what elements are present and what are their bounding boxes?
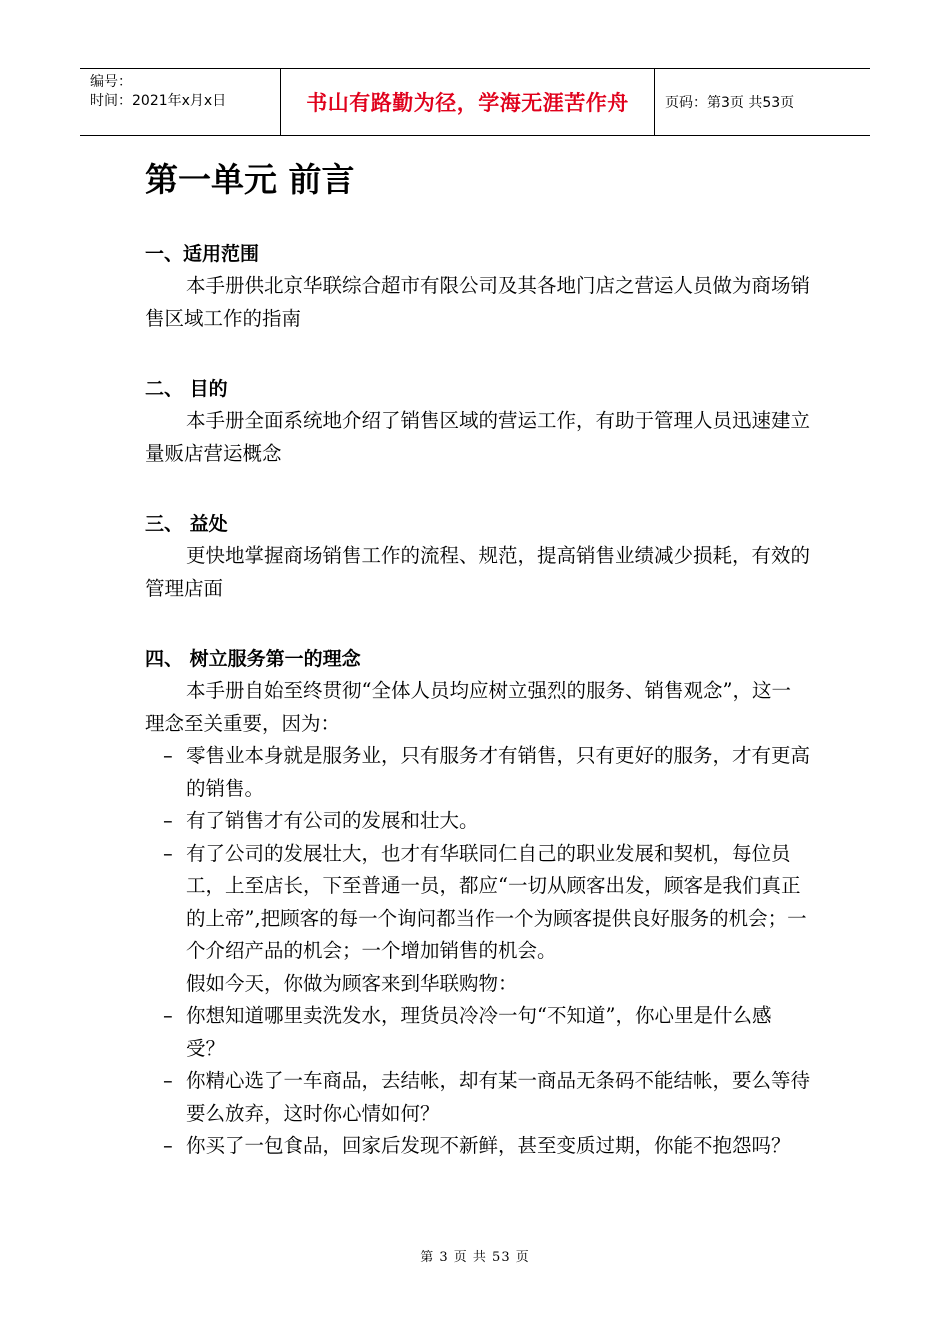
section-title-benefits: 三、 益处 [145, 513, 228, 535]
document-body [145, 158, 810, 1163]
bullet-dash-icon: – [163, 1069, 173, 1092]
section-title-scope: 一、适用范围 [145, 243, 260, 265]
scenario-list [145, 1000, 810, 1163]
section-paragraph-scope: 本手册供北京华联综合超市有限公司及其各地门店之营运人员做为商场销售区域工作的指南 [145, 274, 811, 330]
bullet-dash-icon: – [163, 809, 173, 832]
bullet-dash-icon: – [163, 1134, 173, 1157]
header-motto: 书山有路勤为径，学海无涯苦作舟 [281, 69, 655, 135]
list-item [120, 740, 810, 805]
date-label: 时间：2021年x月x日 [90, 93, 227, 109]
section-paragraph-scenario: 假如今天，你做为顾客来到华联购物： [186, 971, 518, 995]
page-footer: 第 3 页 共 53 页 [420, 1250, 530, 1265]
section-title-service: 四、 树立服务第一的理念 [145, 648, 361, 670]
header-page-info: 页码：第3页 共53页 [665, 95, 795, 111]
list-item [120, 1130, 810, 1163]
list-item-text: 你精心选了一车商品，去结帐，却有某一商品无条码不能结帐，要么等待要么放弃，这时你心情如何？ [186, 1069, 811, 1125]
list-item [120, 1065, 810, 1130]
bullet-dash-icon: – [163, 1004, 173, 1027]
list-item-text: 有了公司的发展壮大，也才有华联同仁自己的职业发展和契机，每位员工，上至店长，下至普通一员，都应“一切从顾客出发，顾客是我们真正的上帝”,把顾客的每一个询问都当作一个为顾客提供良好服务的机会；一个介绍产品的机会；一个增加销售的机会。 [186, 841, 807, 962]
list-item-text: 你买了一包食品，回家后发现不新鲜，甚至变质过期，你能不抱怨吗？ [186, 1134, 791, 1157]
page-title: 第一单元 前言 [145, 160, 355, 199]
section-paragraph-benefits: 更快地掌握商场销售工作的流程、规范，提高销售业绩减少损耗，有效的管理店面 [145, 544, 811, 600]
section-paragraph-service: 本手册自始至终贯彻“全体人员均应树立强烈的服务、销售观念”，这一理念至关重要，因为： [145, 679, 791, 735]
page-header [80, 68, 870, 136]
section-title-purpose: 二、 目的 [145, 378, 228, 400]
bullet-dash-icon: – [163, 841, 173, 865]
section-paragraph-purpose: 本手册全面系统地介绍了销售区域的营运工作，有助于管理人员迅速建立量贩店营运概念 [145, 409, 811, 465]
list-item-text: 零售业本身就是服务业，只有服务才有销售，只有更好的服务，才有更高的销售。 [186, 744, 811, 800]
header-meta [80, 69, 281, 135]
list-item [120, 838, 810, 968]
list-item-text: 有了销售才有公司的发展和壮大。 [186, 809, 479, 832]
service-reasons-list [145, 740, 810, 968]
list-item [120, 1000, 810, 1065]
list-item-text: 你想知道哪里卖洗发水，理货员冷冷一句“不知道”，你心里是什么感受？ [186, 1004, 772, 1060]
number-label: 编号： [90, 74, 132, 90]
bullet-dash-icon: – [163, 744, 173, 767]
list-item [120, 805, 810, 838]
